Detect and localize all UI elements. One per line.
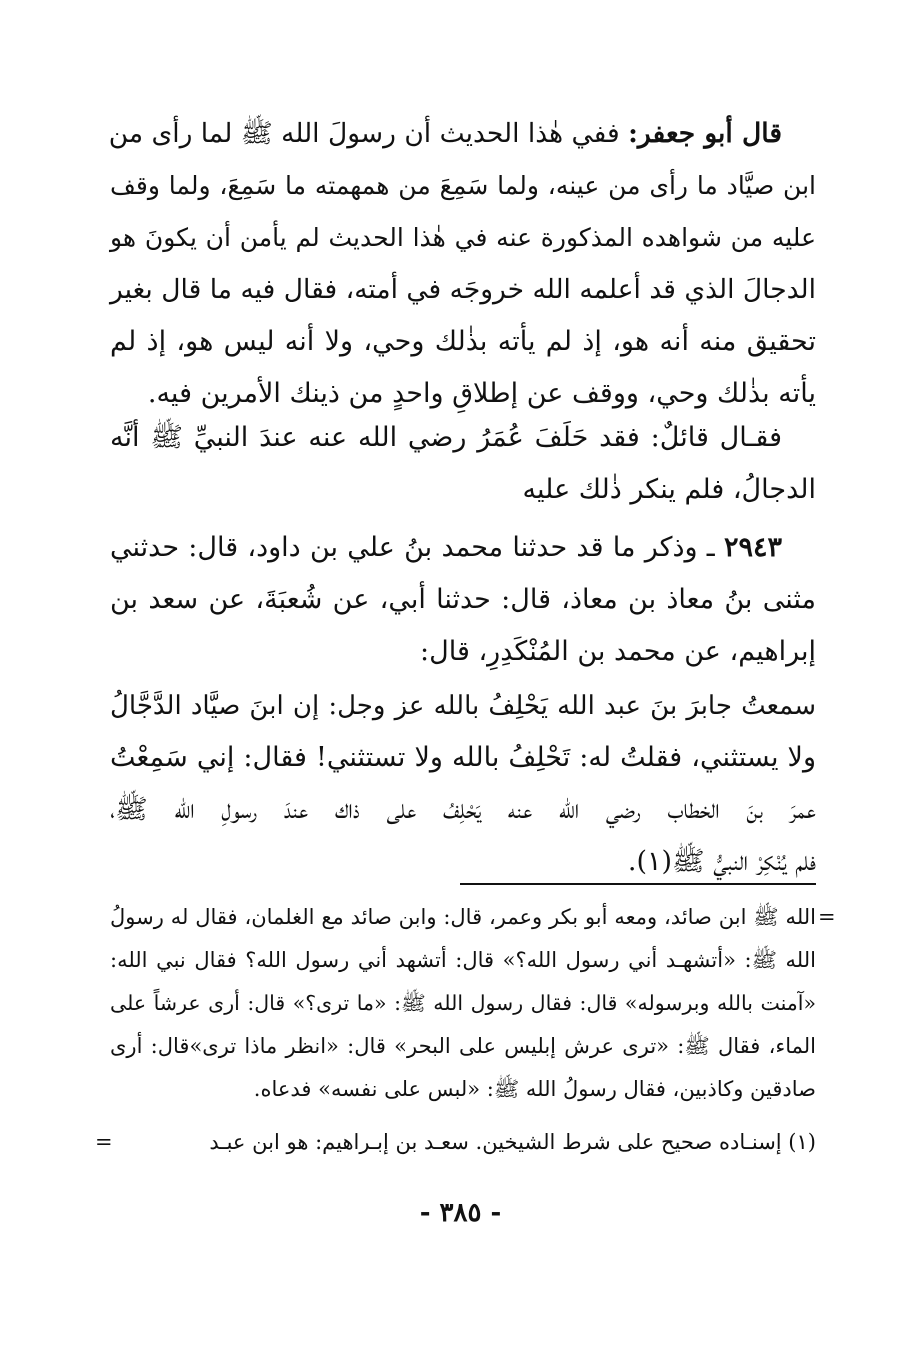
text-line: ولا يستثني، فقلتُ له: تَحْلِفُ بالله ولا تستثني! فقال: إني سَمِعْتُ: [110, 742, 816, 773]
text-line: الدجالُ، فلم ينكر ذٰلك عليه: [522, 474, 816, 505]
text-line: فلم يُنْكِرْ النبيُّ ﷺ(١).: [627, 846, 816, 877]
continuation-marker: =: [818, 905, 836, 929]
text-line: مثنى بنُ معاذ بن معاذ، قال: حدثنا أبي، عن شُعبَةَ، عن سعد بن: [110, 584, 816, 615]
speaker-lead: قال أبو جعفر:: [628, 118, 782, 149]
footnote-line: «آمنت بالله وبرسوله» قال: فقال رسول الله ﷺ: «ما ترى؟» قال: أرى عرشاً على: [110, 991, 816, 1015]
text-line: الدجالَ الذي قد أعلمه الله خروجَه في أمته، فقال فيه ما قال بغير: [110, 274, 816, 305]
paragraph-hadith-2943: [110, 522, 816, 678]
text-line: سمعتُ جابرَ بنَ عبد الله يَحْلِفُ بالله عز وجل: إن ابنَ صيَّاد الدَّجَّالُ: [110, 691, 816, 721]
footnote-continuation: [110, 896, 816, 1111]
hadith-number: ٢٩٤٣: [723, 532, 782, 563]
footnote-line: (١) إسنـاده صحيح على شرط الشيخين. سعـد بن إبـراهيم: هو ابن عبـد: [209, 1130, 816, 1154]
text-line: تحقيق منه أنه هو، إذ لم يأته بذٰلك وحي، ولا أنه ليس هو، إذ لم: [110, 326, 816, 357]
paragraph-objection: [110, 412, 816, 516]
paragraph-abu-jafar: [110, 108, 816, 420]
footnote-line: صادقين وكاذبين، فقال رسولُ الله ﷺ: «لبس على نفسه» فدعاه.: [253, 1077, 816, 1101]
footnote-1: [110, 1121, 816, 1164]
footnote-line: الله ﷺ: «أتشهـد أني رسول الله؟» قال: أتشهد أني رسول الله؟ فقال نبي الله:: [110, 948, 816, 972]
page-number: - ٣٨٥ -: [419, 1198, 502, 1228]
text-line: عليه من شواهده المذكورة عنه في هٰذا الحديث لم يأمن أن يكونَ هو: [110, 223, 816, 252]
text-line: فقـال قائلٌ: فقد حَلَفَ عُمَرُ رضي الله عنه عندَ النبيِّ ﷺ أنَّه: [110, 422, 782, 453]
paragraph-hadith-text: [110, 680, 816, 888]
text-line: [110, 522, 816, 574]
text-span: ـ وذكر ما قد حدثنا محمد بنُ علي بن داود، قال: حدثني: [110, 532, 715, 563]
footnote-line: الله ﷺ ابن صائد، ومعه أبو بكر وعمر، قال: وابن صائد مع الغلمان، فقال له رسولُ: [110, 905, 816, 929]
text-span: ففي هٰذا الحديث أن رسولَ الله ﷺ لما رأى من: [108, 118, 620, 149]
text-line: [110, 108, 816, 160]
continuation-marker: =: [95, 1130, 113, 1154]
text-line: يأته بذٰلك وحي، ووقف عن إطلاقِ واحدٍ من ذينك الأمرين فيه.: [147, 378, 816, 409]
text-line: عمرَ بنَ الخطاب رضي الله عنه يَحْلِفُ على ذاك عندَ رسولِ الله ﷺ،: [110, 794, 816, 825]
footnote-separator: [460, 883, 816, 885]
text-line: إبراهيم، عن محمد بن المُنْكَدِرِ، قال:: [420, 636, 816, 667]
text-line: ابن صيَّاد ما رأى من عينه، ولما سَمِعَ من همهمته ما سَمِعَ، ولما وقف: [110, 171, 816, 200]
footnote-line: الماء، فقال ﷺ: «ترى عرش إبليس على البحر» قال: «انظر ماذا ترى»قال: أرى: [110, 1034, 816, 1058]
